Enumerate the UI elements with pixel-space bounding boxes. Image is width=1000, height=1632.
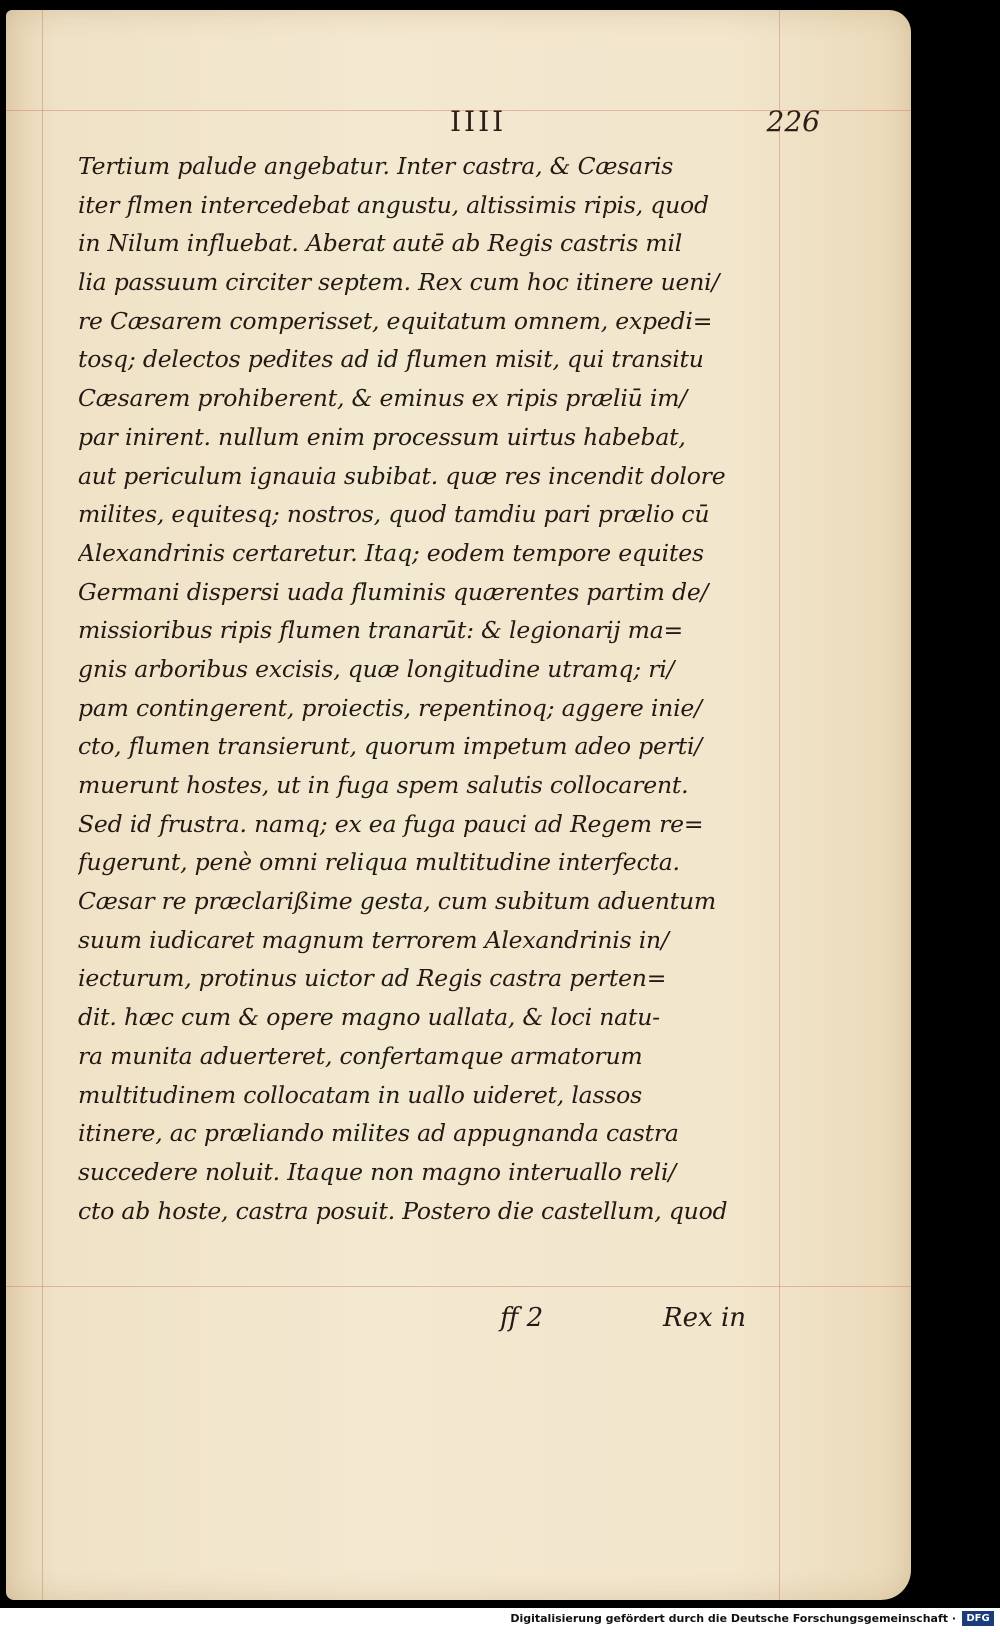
text-line: gnis arboribus excisis, quæ longitudine utramq; ri/ (78, 654, 675, 683)
funding-strip (0, 1608, 1000, 1632)
gathering-signature: IIII (450, 105, 507, 138)
running-head (80, 105, 820, 149)
text-line: iecturum, protinus uictor ad Regis castra perten= (78, 964, 667, 993)
margin-rule-bottom (6, 1286, 911, 1287)
text-line: dit. hæc cum & opere magno uallata, & loci natu- (78, 1003, 660, 1032)
dfg-logo-icon: DFG (962, 1611, 994, 1626)
text-line: cto, flumen transierunt, quorum impetum adeo perti/ (78, 732, 703, 761)
text-line: succedere noluit. Itaque non magno interuallo reli/ (78, 1157, 677, 1186)
text-line: milites, equitesq; nostros, quod tamdiu pari prælio cū (78, 500, 710, 529)
text-line: Cæsar re præclarißime gesta, cum subitum aduentum (78, 887, 716, 916)
text-line: muerunt hostes, ut in fuga spem salutis collocarent. (78, 771, 689, 799)
text-line: cto ab hoste, castra posuit. Postero die castellum, quod (78, 1196, 728, 1225)
margin-rule-right (779, 10, 780, 1600)
text-line: Germani dispersi uada fluminis quærentes partim de/ (78, 577, 709, 606)
text-line: re Cæsarem comperisset, equitatum omnem, expedi= (78, 306, 713, 335)
text-line: fugerunt, penè omni reliqua multitudine interfecta. (78, 848, 680, 877)
text-line: multitudinem collocatam in uallo uideret, lassos (78, 1080, 642, 1109)
text-block (78, 147, 744, 1230)
catchword: Rex in (663, 1303, 746, 1333)
text-line: lia passuum circiter septem. Rex cum hoc itinere ueni/ (78, 268, 720, 297)
signature-mark: ff 2 (500, 1303, 544, 1333)
text-line: ra munita aduerteret, confertamque armatorum (78, 1041, 643, 1070)
text-line: missioribus ripis flumen tranarūt: & legionarij ma= (78, 616, 684, 645)
text-line: itinere, ac præliando milites ad appugnanda castra (78, 1119, 679, 1148)
folio-number: 226 (766, 105, 820, 138)
text-line: par inirent. nullum enim processum uirtus habebat, (78, 422, 686, 451)
text-line: iter flmen intercedebat angustu, altissimis ripis, quod (78, 190, 709, 219)
text-line: Sed id frustra. namq; ex ea fuga pauci ad Regem re= (78, 809, 704, 838)
page-footer (80, 1303, 746, 1343)
text-line: Tertium palude angebatur. Inter castra, & Cæsaris (78, 152, 674, 180)
funding-note: Digitalisierung gefördert durch die Deutsche Forschungsgemeinschaft · (510, 1612, 956, 1625)
text-line: Cæsarem prohiberent, & eminus ex ripis præliū im/ (78, 384, 688, 413)
text-line: Alexandrinis certaretur. Itaq; eodem tempore equites (78, 538, 704, 567)
margin-rule-left (42, 10, 43, 1600)
text-line: aut periculum ignauia subibat. quæ res incendit dolore (78, 461, 726, 490)
text-line: tosq; delectos pedites ad id flumen misit, qui transitu (78, 345, 704, 374)
text-line: in Nilum influebat. Aberat autē ab Regis castris mil (78, 229, 683, 258)
text-line: suum iudicaret magnum terrorem Alexandrinis in/ (78, 925, 669, 954)
text-line: pam contingerent, proiectis, repentinoq; aggere inie/ (78, 693, 702, 722)
